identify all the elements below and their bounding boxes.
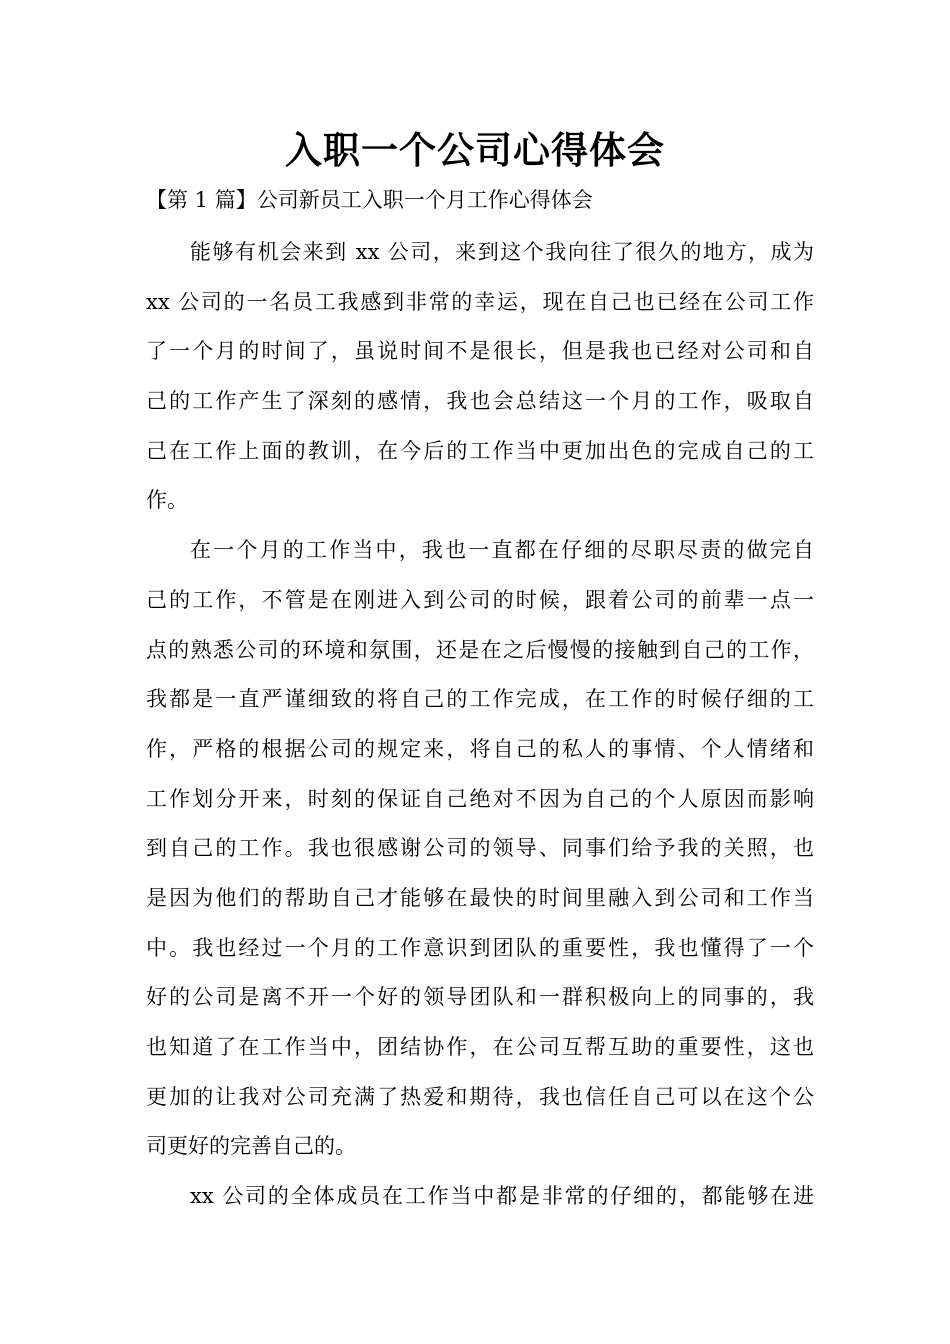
section-heading: 【第 1 篇】公司新员工入职一个月工作心得体会 xyxy=(146,188,593,212)
text-line: 己的工作产生了深刻的感情，我也会总结这一个月的工作，吸取自 xyxy=(146,389,814,414)
text-line: xx 公司的全体成员在工作当中都是非常的仔细的，都能够在进 xyxy=(190,1184,814,1209)
text-line: 己的工作，不管是在刚进入到公司的时候，跟着公司的前辈一点一 xyxy=(146,587,814,612)
paragraph-1 xyxy=(146,228,814,526)
text-line: 是因为他们的帮助自己才能够在最快的时间里融入到公司和工作当 xyxy=(146,885,814,910)
text-line: 更加的让我对公司充满了热爱和期待，我也信任自己可以在这个公 xyxy=(146,1084,814,1109)
text-line: 了一个月的时间了，虽说时间不是很长，但是我也已经对公司和自 xyxy=(146,339,814,364)
text-line: xx 公司的一名员工我感到非常的幸运，现在自己也已经在公司工作 xyxy=(146,289,814,314)
text-line: 在一个月的工作当中，我也一直都在仔细的尽职尽责的做完自 xyxy=(190,538,814,563)
text-line: 能够有机会来到 xx 公司，来到这个我向往了很久的地方，成为 xyxy=(190,240,814,264)
text-line: 作，严格的根据公司的规定来，将自己的私人的事情、个人情绪和 xyxy=(146,736,814,761)
text-line: 己在工作上面的教训，在今后的工作当中更加出色的完成自己的工 xyxy=(146,438,814,463)
document-body xyxy=(146,228,814,1222)
text-line: 作。 xyxy=(146,488,188,513)
text-line: 工作划分开来，时刻的保证自己绝对不因为自己的个人原因而影响 xyxy=(146,786,814,811)
text-line: 到自己的工作。我也很感谢公司的领导、同事们给予我的关照，也 xyxy=(146,836,814,861)
text-line: 司更好的完善自己的。 xyxy=(146,1134,356,1159)
document-title: 入职一个公司心得体会 xyxy=(285,129,665,172)
text-line: 我都是一直严谨细致的将自己的工作完成，在工作的时候仔细的工 xyxy=(146,687,814,712)
text-line: 中。我也经过一个月的工作意识到团队的重要性，我也懂得了一个 xyxy=(146,935,814,960)
text-line: 点的熟悉公司的环境和氛围，还是在之后慢慢的接触到自己的工作， xyxy=(146,637,814,662)
paragraph-3 xyxy=(146,1172,814,1222)
text-line: 也知道了在工作当中，团结协作，在公司互帮互助的重要性，这也 xyxy=(146,1035,814,1059)
paragraph-2 xyxy=(146,526,814,1172)
text-line: 好的公司是离不开一个好的领导团队和一群积极向上的同事的，我 xyxy=(146,985,814,1010)
